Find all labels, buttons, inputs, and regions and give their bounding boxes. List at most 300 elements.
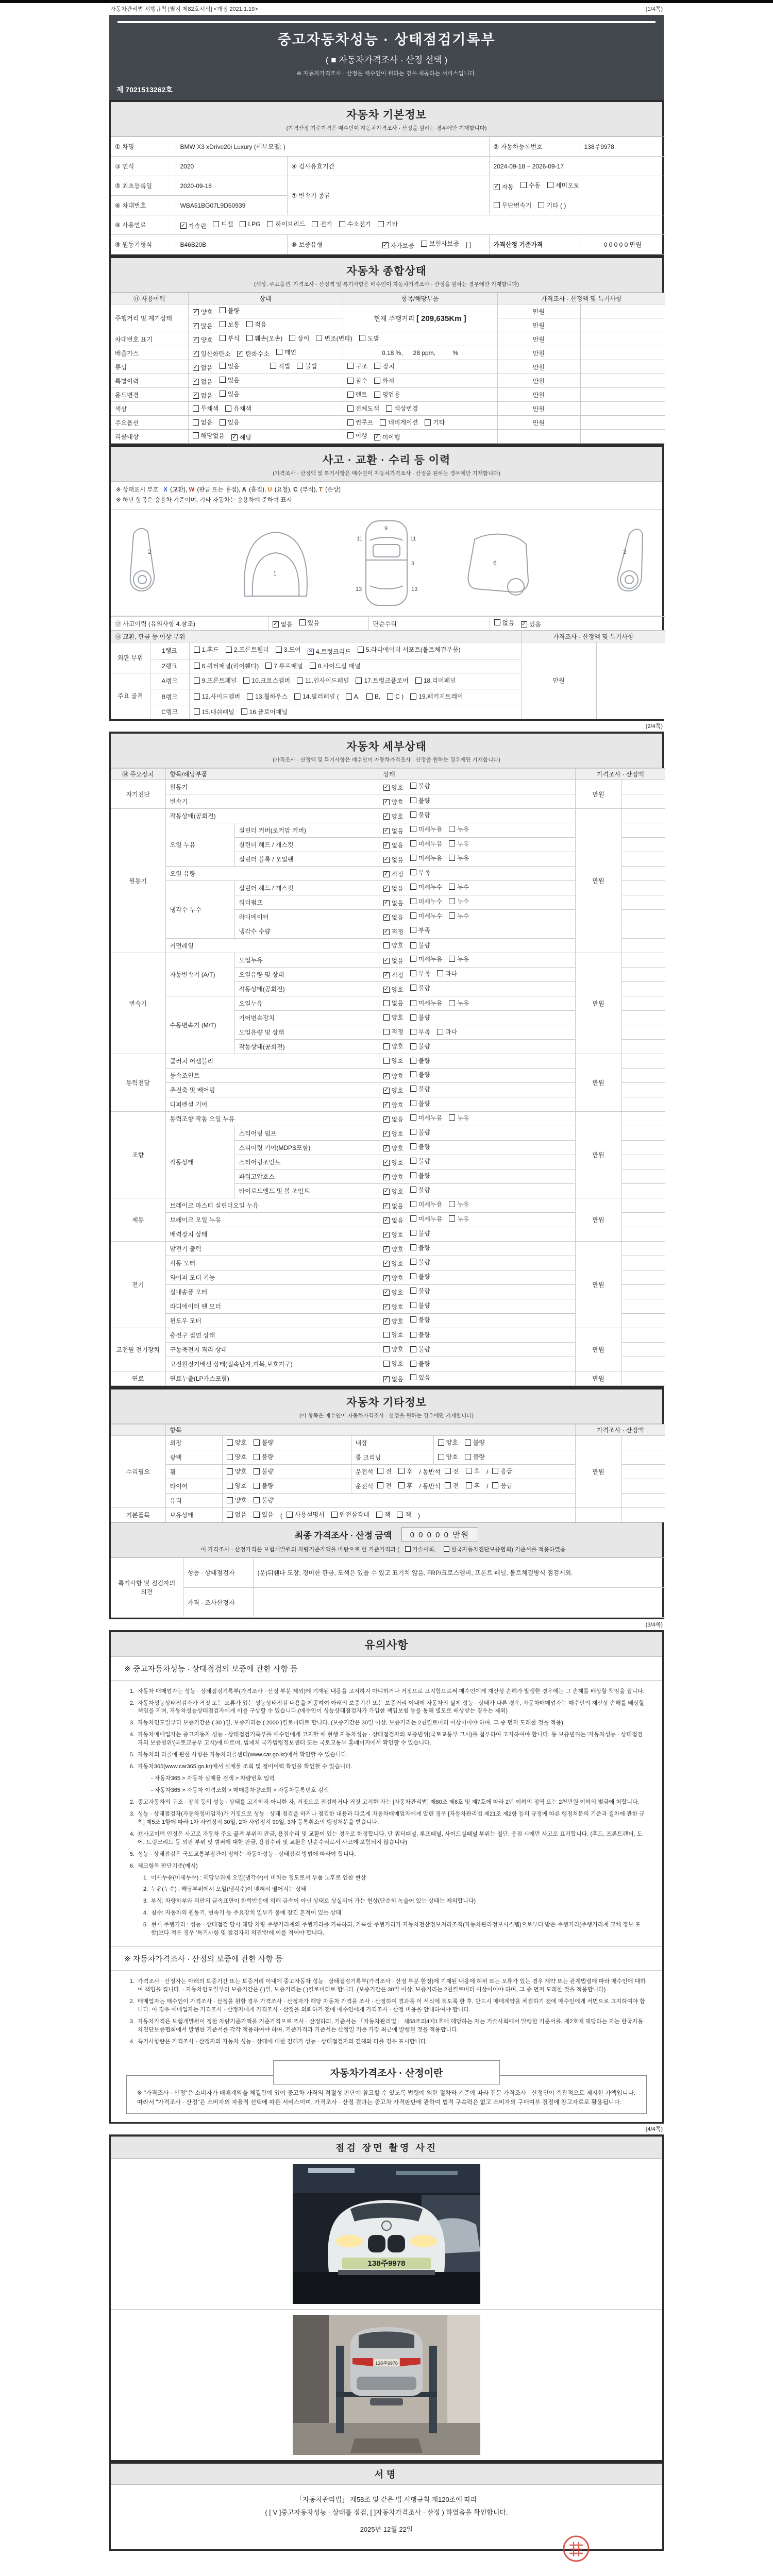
checkbox-checked-icon[interactable]	[383, 857, 390, 863]
checkbox-option[interactable]	[410, 1056, 430, 1065]
checkbox-option[interactable]	[227, 1510, 247, 1519]
checkbox-option[interactable]	[383, 998, 404, 1007]
checkbox-option[interactable]	[383, 884, 404, 893]
checkbox-option[interactable]	[246, 334, 282, 343]
checkbox-option[interactable]	[383, 1345, 404, 1353]
checkbox-icon[interactable]	[289, 335, 295, 341]
checkbox-checked-icon[interactable]	[383, 1232, 390, 1238]
checkbox-option[interactable]	[225, 404, 251, 413]
checkbox-icon[interactable]	[383, 942, 390, 948]
checkbox-icon[interactable]	[465, 1454, 471, 1460]
checkbox-icon[interactable]	[410, 783, 416, 789]
checkbox-icon[interactable]	[254, 1497, 260, 1503]
checkbox-option[interactable]	[312, 219, 332, 228]
checkbox-icon[interactable]	[410, 1259, 416, 1265]
checkbox-option[interactable]	[193, 308, 213, 316]
checkbox-icon[interactable]	[410, 912, 416, 919]
checkbox-option[interactable]	[398, 1481, 413, 1490]
checkbox-icon[interactable]	[405, 1546, 411, 1552]
checkbox-icon[interactable]	[410, 985, 416, 991]
checkbox-option[interactable]	[425, 418, 445, 427]
checkbox-option[interactable]	[494, 201, 532, 210]
checkbox-option[interactable]	[449, 955, 469, 963]
checkbox-checked-icon[interactable]	[193, 323, 199, 329]
checkbox-icon[interactable]	[386, 405, 392, 412]
checkbox-icon[interactable]	[243, 677, 249, 684]
checkbox-option[interactable]	[437, 1027, 457, 1036]
checkbox-option[interactable]	[383, 826, 404, 835]
checkbox-icon[interactable]	[410, 693, 416, 700]
checkbox-icon[interactable]	[410, 1129, 416, 1135]
checkbox-checked-icon[interactable]	[193, 337, 199, 343]
checkbox-option[interactable]	[410, 1301, 430, 1310]
checkbox-icon[interactable]	[425, 419, 431, 426]
checkbox-option[interactable]	[193, 321, 213, 330]
checkbox-icon[interactable]	[331, 1512, 338, 1518]
checkbox-option[interactable]	[227, 1496, 247, 1504]
checkbox-option[interactable]	[383, 1100, 404, 1109]
checkbox-checked-icon[interactable]	[383, 1073, 390, 1079]
checkbox-option[interactable]	[193, 418, 213, 427]
checkbox-icon[interactable]	[520, 182, 527, 188]
checkbox-checked-icon[interactable]	[521, 621, 527, 628]
checkbox-icon[interactable]	[297, 363, 303, 369]
checkbox-option[interactable]	[410, 1013, 430, 1022]
checkbox-icon[interactable]	[347, 432, 354, 438]
checkbox-icon[interactable]	[410, 840, 416, 846]
checkbox-option[interactable]	[227, 1452, 247, 1461]
checkbox-option[interactable]	[397, 1510, 411, 1519]
checkbox-icon[interactable]	[410, 1346, 416, 1352]
checkbox-option[interactable]	[383, 1158, 404, 1167]
checkbox-icon[interactable]	[220, 377, 226, 383]
checkbox-option[interactable]	[194, 643, 219, 656]
checkbox-option[interactable]	[465, 1452, 485, 1461]
checkbox-icon[interactable]	[247, 693, 253, 700]
checkbox-option[interactable]	[410, 926, 430, 935]
checkbox-icon[interactable]	[410, 1158, 416, 1164]
checkbox-option[interactable]	[410, 955, 442, 963]
checkbox-icon[interactable]	[299, 619, 306, 625]
checkbox-option[interactable]	[254, 1452, 274, 1461]
checkbox-option[interactable]	[193, 377, 213, 386]
checkbox-option[interactable]	[383, 855, 404, 864]
checkbox-option[interactable]	[383, 783, 404, 792]
checkbox-option[interactable]	[383, 841, 404, 850]
checkbox-icon[interactable]	[410, 956, 416, 962]
checkbox-icon[interactable]	[276, 349, 282, 355]
checkbox-option[interactable]	[383, 1144, 404, 1153]
checkbox-icon[interactable]	[449, 912, 455, 919]
checkbox-icon[interactable]	[339, 221, 345, 227]
checkbox-icon[interactable]	[410, 1302, 416, 1308]
checkbox-icon[interactable]	[213, 221, 219, 227]
checkbox-icon[interactable]	[270, 363, 276, 369]
checkbox-option[interactable]	[220, 389, 240, 398]
checkbox-checked-icon[interactable]	[383, 1160, 390, 1166]
checkbox-icon[interactable]	[449, 1000, 455, 1006]
checkbox-icon[interactable]	[494, 202, 500, 208]
checkbox-icon[interactable]	[449, 1201, 455, 1207]
checkbox-icon[interactable]	[246, 335, 253, 341]
checkbox-option[interactable]	[410, 1373, 430, 1382]
checkbox-option[interactable]	[347, 362, 367, 370]
checkbox-option[interactable]	[410, 854, 442, 862]
checkbox-icon[interactable]	[220, 307, 226, 313]
checkbox-option[interactable]	[466, 1467, 480, 1476]
checkbox-checked-icon[interactable]	[180, 223, 187, 229]
checkbox-icon[interactable]	[438, 1454, 444, 1460]
checkbox-icon[interactable]	[383, 1346, 390, 1352]
checkbox-checked-icon[interactable]	[383, 914, 390, 921]
checkbox-icon[interactable]	[387, 693, 393, 700]
checkbox-option[interactable]	[410, 1214, 442, 1223]
checkbox-icon[interactable]	[449, 884, 455, 890]
checkbox-checked-icon[interactable]	[383, 814, 390, 820]
checkbox-icon[interactable]	[226, 647, 232, 653]
checkbox-icon[interactable]	[194, 693, 200, 700]
checkbox-icon[interactable]	[449, 956, 455, 962]
checkbox-option[interactable]	[308, 646, 351, 658]
checkbox-icon[interactable]	[194, 647, 200, 653]
checkbox-option[interactable]	[246, 320, 266, 329]
checkbox-option[interactable]	[254, 1481, 274, 1490]
checkbox-icon[interactable]	[449, 826, 455, 832]
checkbox-option[interactable]	[240, 221, 260, 228]
checkbox-option[interactable]	[310, 662, 361, 670]
checkbox-option[interactable]	[410, 1258, 430, 1266]
checkbox-option[interactable]	[254, 1510, 274, 1519]
checkbox-icon[interactable]	[410, 1273, 416, 1279]
checkbox-icon[interactable]	[449, 855, 455, 861]
checkbox-option[interactable]	[449, 911, 469, 920]
checkbox-icon[interactable]	[410, 1361, 416, 1367]
checkbox-checked-icon[interactable]	[193, 393, 199, 399]
checkbox-checked-icon[interactable]	[383, 828, 390, 834]
checkbox-option[interactable]	[410, 1185, 430, 1194]
checkbox-option[interactable]	[193, 335, 213, 344]
checkbox-checked-icon[interactable]	[374, 434, 380, 440]
checkbox-icon[interactable]	[254, 1439, 260, 1446]
checkbox-option[interactable]	[377, 1481, 392, 1490]
checkbox-option[interactable]	[438, 1438, 458, 1447]
checkbox-option[interactable]	[449, 897, 469, 906]
checkbox-icon[interactable]	[410, 970, 416, 976]
checkbox-option[interactable]	[247, 690, 288, 703]
checkbox-icon[interactable]	[254, 1468, 260, 1475]
checkbox-icon[interactable]	[193, 432, 199, 438]
checkbox-option[interactable]	[442, 1545, 565, 1553]
checkbox-icon[interactable]	[410, 1287, 416, 1294]
checkbox-option[interactable]	[410, 1315, 430, 1324]
checkbox-icon[interactable]	[449, 840, 455, 846]
checkbox-icon[interactable]	[294, 693, 300, 700]
checkbox-icon[interactable]	[437, 970, 443, 976]
checkbox-icon[interactable]	[227, 1483, 233, 1489]
checkbox-icon[interactable]	[410, 1100, 416, 1106]
checkbox-checked-icon[interactable]	[383, 1275, 390, 1281]
checkbox-option[interactable]	[241, 707, 288, 716]
checkbox-icon[interactable]	[398, 1482, 405, 1488]
checkbox-option[interactable]	[410, 911, 442, 920]
checkbox-icon[interactable]	[410, 1215, 416, 1222]
checkbox-checked-icon[interactable]	[231, 434, 238, 440]
checkbox-option[interactable]	[226, 643, 269, 656]
checkbox-option[interactable]	[383, 1072, 404, 1080]
checkbox-option[interactable]	[193, 404, 219, 413]
checkbox-icon[interactable]	[398, 1468, 405, 1474]
checkbox-option[interactable]	[383, 1330, 404, 1339]
checkbox-option[interactable]	[410, 690, 463, 703]
checkbox-option[interactable]	[410, 839, 442, 848]
checkbox-option[interactable]	[494, 182, 514, 191]
checkbox-icon[interactable]	[410, 898, 416, 904]
checkbox-option[interactable]	[194, 674, 237, 687]
checkbox-icon[interactable]	[383, 1058, 390, 1064]
checkbox-option[interactable]	[243, 674, 290, 687]
checkbox-option[interactable]	[254, 1467, 274, 1476]
checkbox-icon[interactable]	[380, 419, 386, 426]
checkbox-option[interactable]	[287, 1510, 325, 1519]
checkbox-option[interactable]	[494, 618, 514, 627]
checkbox-option[interactable]	[383, 1259, 404, 1268]
checkbox-option[interactable]	[410, 1272, 430, 1281]
checkbox-option[interactable]	[180, 222, 207, 230]
checkbox-option[interactable]	[276, 643, 301, 656]
checkbox-option[interactable]	[227, 1467, 247, 1476]
checkbox-icon[interactable]	[220, 391, 226, 397]
checkbox-option[interactable]	[346, 690, 360, 703]
checkbox-option[interactable]	[410, 1084, 430, 1093]
checkbox-option[interactable]	[270, 362, 290, 370]
checkbox-icon[interactable]	[410, 1316, 416, 1323]
checkbox-checked-icon[interactable]	[383, 1318, 390, 1325]
checkbox-option[interactable]	[410, 868, 430, 877]
checkbox-icon[interactable]	[220, 321, 226, 327]
checkbox-option[interactable]	[410, 1359, 430, 1368]
checkbox-icon[interactable]	[276, 647, 282, 653]
checkbox-icon[interactable]	[347, 405, 354, 412]
checkbox-option[interactable]	[383, 899, 404, 907]
checkbox-option[interactable]	[410, 1171, 430, 1180]
checkbox-checked-icon[interactable]	[383, 1261, 390, 1267]
checkbox-option[interactable]	[465, 1438, 485, 1447]
checkbox-icon[interactable]	[377, 1482, 383, 1488]
checkbox-icon[interactable]	[445, 1468, 451, 1474]
checkbox-icon[interactable]	[246, 321, 253, 327]
checkbox-option[interactable]	[347, 431, 367, 440]
checkbox-icon[interactable]	[227, 1439, 233, 1446]
checkbox-option[interactable]	[449, 839, 469, 848]
checkbox-option[interactable]	[449, 1214, 469, 1223]
checkbox-option[interactable]	[410, 1200, 442, 1209]
checkbox-icon[interactable]	[193, 419, 199, 426]
checkbox-icon[interactable]	[410, 826, 416, 832]
checkbox-icon[interactable]	[254, 1454, 260, 1460]
checkbox-icon[interactable]	[410, 1332, 416, 1338]
checkbox-option[interactable]	[421, 239, 459, 248]
checkbox-icon[interactable]	[377, 1468, 383, 1474]
checkbox-option[interactable]	[294, 690, 339, 703]
checkbox-checked-icon[interactable]	[383, 1088, 390, 1094]
checkbox-option[interactable]	[449, 1113, 469, 1122]
checkbox-option[interactable]	[374, 390, 400, 399]
checkbox-option[interactable]	[410, 1243, 430, 1252]
checkbox-option[interactable]	[220, 320, 240, 329]
checkbox-option[interactable]	[383, 1230, 404, 1239]
checkbox-icon[interactable]	[410, 1172, 416, 1178]
checkbox-option[interactable]	[383, 1129, 404, 1138]
checkbox-option[interactable]	[378, 219, 398, 228]
checkbox-icon[interactable]	[358, 647, 364, 653]
checkbox-option[interactable]	[410, 1070, 430, 1079]
checkbox-option[interactable]	[374, 433, 400, 442]
checkbox-option[interactable]	[449, 883, 469, 891]
checkbox-icon[interactable]	[397, 1512, 403, 1518]
checkbox-option[interactable]	[466, 1481, 480, 1490]
checkbox-option[interactable]	[410, 969, 430, 978]
checkbox-icon[interactable]	[376, 1512, 382, 1518]
checkbox-icon[interactable]	[410, 1000, 416, 1006]
checkbox-option[interactable]	[383, 985, 404, 994]
checkbox-option[interactable]	[213, 219, 233, 228]
checkbox-checked-icon[interactable]	[383, 958, 390, 964]
checkbox-icon[interactable]	[220, 419, 226, 426]
checkbox-option[interactable]	[289, 334, 309, 343]
checkbox-icon[interactable]	[220, 335, 226, 341]
checkbox-option[interactable]	[297, 674, 349, 687]
checkbox-option[interactable]	[366, 690, 380, 703]
checkbox-option[interactable]	[193, 431, 225, 440]
checkbox-icon[interactable]	[359, 335, 365, 341]
checkbox-icon[interactable]	[383, 1029, 390, 1035]
checkbox-icon[interactable]	[466, 1468, 472, 1474]
checkbox-option[interactable]	[220, 334, 240, 343]
checkbox-checked-icon[interactable]	[193, 351, 199, 357]
checkbox-option[interactable]	[380, 418, 418, 427]
checkbox-option[interactable]	[383, 798, 404, 806]
checkbox-option[interactable]	[193, 349, 231, 358]
checkbox-option[interactable]	[437, 969, 457, 978]
checkbox-option[interactable]	[297, 362, 317, 370]
checkbox-icon[interactable]	[410, 942, 416, 948]
checkbox-option[interactable]	[383, 1245, 404, 1253]
checkbox-checked-icon[interactable]	[383, 972, 390, 978]
checkbox-option[interactable]	[383, 913, 404, 922]
checkbox-option[interactable]	[273, 620, 293, 629]
checkbox-option[interactable]	[194, 662, 259, 670]
checkbox-option[interactable]	[227, 1438, 247, 1447]
checkbox-option[interactable]	[331, 1510, 369, 1519]
checkbox-icon[interactable]	[240, 221, 246, 227]
checkbox-option[interactable]	[521, 620, 541, 629]
checkbox-option[interactable]	[449, 854, 469, 862]
checkbox-option[interactable]	[347, 418, 374, 427]
checkbox-icon[interactable]	[347, 363, 354, 369]
checkbox-option[interactable]	[220, 362, 240, 370]
checkbox-icon[interactable]	[438, 1439, 444, 1446]
checkbox-option[interactable]	[410, 1157, 430, 1165]
checkbox-option[interactable]	[445, 1481, 459, 1490]
checkbox-option[interactable]	[410, 1229, 430, 1238]
checkbox-option[interactable]	[383, 1201, 404, 1210]
checkbox-icon[interactable]	[346, 693, 352, 700]
checkbox-option[interactable]	[410, 1128, 430, 1137]
checkbox-option[interactable]	[383, 1115, 404, 1124]
checkbox-icon[interactable]	[410, 1086, 416, 1092]
checkbox-option[interactable]	[383, 1359, 404, 1368]
checkbox-checked-icon[interactable]	[383, 1290, 390, 1296]
checkbox-icon[interactable]	[492, 1482, 498, 1488]
checkbox-option[interactable]	[383, 941, 404, 950]
checkbox-icon[interactable]	[449, 1114, 455, 1121]
checkbox-option[interactable]	[237, 349, 269, 358]
checkbox-checked-icon[interactable]	[193, 365, 199, 371]
checkbox-option[interactable]	[410, 1142, 430, 1151]
checkbox-option[interactable]	[520, 181, 541, 190]
checkbox-icon[interactable]	[449, 898, 455, 904]
checkbox-option[interactable]	[376, 1510, 391, 1519]
checkbox-checked-icon[interactable]	[383, 799, 390, 805]
checkbox-icon[interactable]	[193, 405, 199, 412]
checkbox-icon[interactable]	[421, 241, 427, 247]
checkbox-icon[interactable]	[410, 811, 416, 818]
checkbox-option[interactable]	[449, 998, 469, 1007]
checkbox-option[interactable]	[383, 1302, 404, 1311]
checkbox-icon[interactable]	[410, 1201, 416, 1207]
checkbox-icon[interactable]	[194, 663, 200, 669]
checkbox-x-icon[interactable]	[308, 649, 314, 655]
checkbox-option[interactable]	[347, 404, 379, 413]
checkbox-option[interactable]	[383, 956, 404, 965]
checkbox-option[interactable]	[347, 390, 367, 399]
checkbox-option[interactable]	[265, 662, 303, 670]
checkbox-option[interactable]	[386, 404, 418, 413]
checkbox-checked-icon[interactable]	[383, 871, 390, 877]
checkbox-option[interactable]	[383, 812, 404, 821]
checkbox-option[interactable]	[220, 418, 240, 427]
checkbox-option[interactable]	[410, 1286, 430, 1295]
checkbox-checked-icon[interactable]	[383, 1145, 390, 1151]
checkbox-icon[interactable]	[547, 182, 553, 188]
checkbox-option[interactable]	[347, 376, 367, 385]
checkbox-checked-icon[interactable]	[383, 929, 390, 935]
checkbox-icon[interactable]	[227, 1468, 233, 1475]
checkbox-option[interactable]	[299, 618, 320, 627]
checkbox-checked-icon[interactable]	[383, 1131, 390, 1137]
checkbox-option[interactable]	[438, 1452, 458, 1461]
checkbox-option[interactable]	[383, 1375, 404, 1383]
checkbox-checked-icon[interactable]	[273, 621, 279, 628]
checkbox-option[interactable]	[254, 1438, 274, 1447]
checkbox-option[interactable]	[356, 674, 408, 687]
checkbox-option[interactable]	[398, 1467, 413, 1476]
checkbox-icon[interactable]	[410, 869, 416, 875]
checkbox-option[interactable]	[383, 971, 404, 979]
checkbox-option[interactable]	[410, 825, 442, 834]
checkbox-option[interactable]	[387, 690, 404, 703]
checkbox-icon[interactable]	[445, 1482, 451, 1488]
checkbox-option[interactable]	[410, 984, 430, 992]
checkbox-icon[interactable]	[312, 221, 318, 227]
checkbox-checked-icon[interactable]	[383, 785, 390, 791]
checkbox-icon[interactable]	[492, 1468, 498, 1474]
checkbox-icon[interactable]	[494, 619, 500, 625]
checkbox-icon[interactable]	[410, 1014, 416, 1021]
checkbox-icon[interactable]	[347, 378, 354, 384]
checkbox-option[interactable]	[220, 306, 240, 315]
checkbox-icon[interactable]	[383, 1014, 390, 1021]
